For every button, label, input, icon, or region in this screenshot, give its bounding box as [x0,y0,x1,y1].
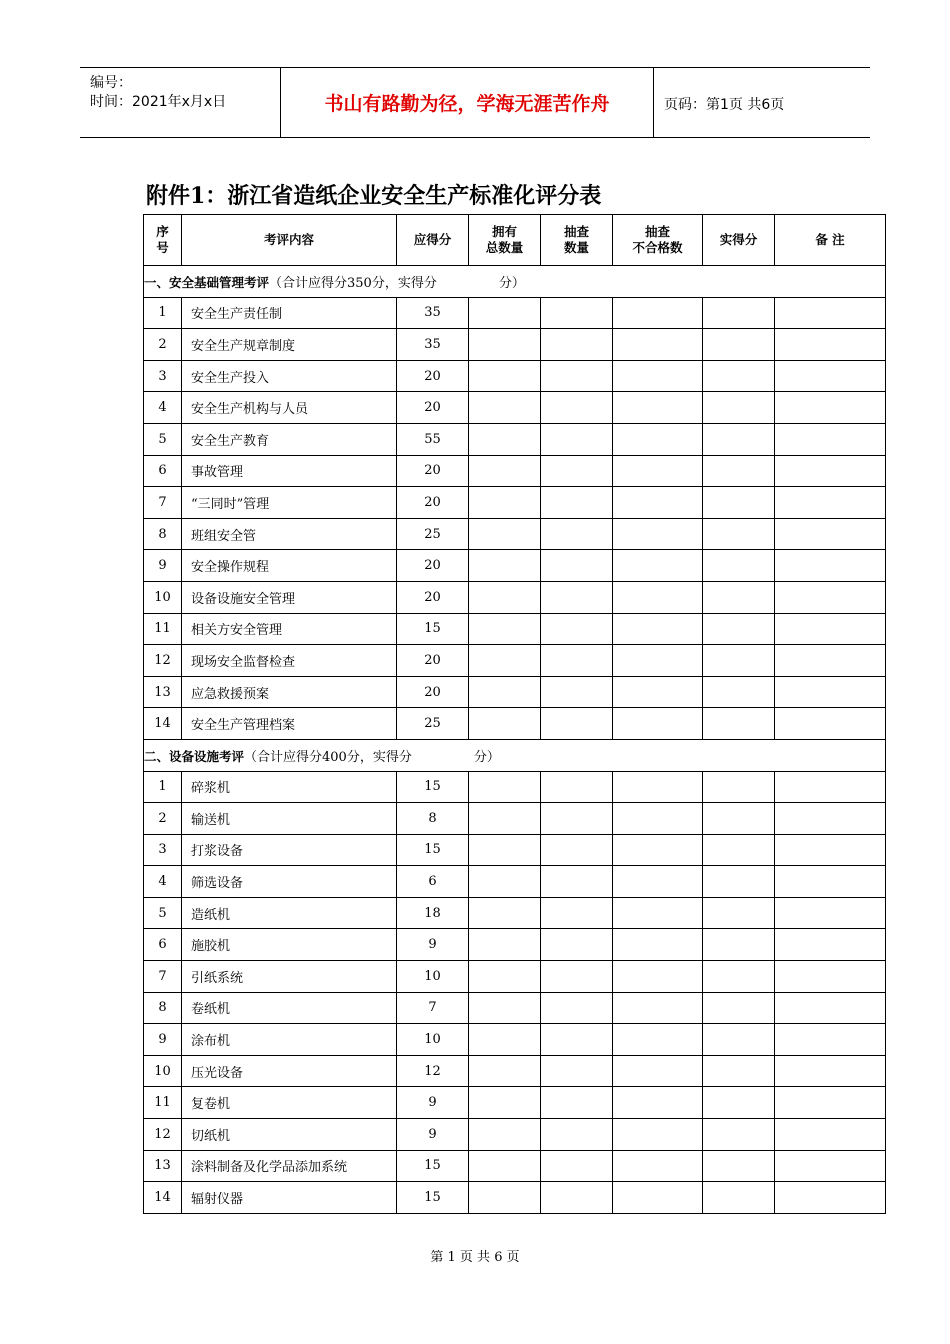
row-item: 班组安全管 [182,518,397,550]
row-item: 安全生产管理档案 [182,708,397,740]
row-fail-count[interactable] [613,897,703,929]
row-sample-count[interactable] [541,581,613,613]
row-number: 1 [144,771,182,803]
column-header: 应得分 [397,215,469,266]
row-fail-count[interactable] [613,392,703,424]
row-actual-score[interactable] [703,392,775,424]
row-number: 5 [144,897,182,929]
table-row [144,1182,886,1214]
section-title-note: （合计应得分400分，实得分 分） [244,749,500,765]
row-remark[interactable] [775,581,886,613]
row-sample-count[interactable] [541,360,613,392]
row-actual-score[interactable] [703,329,775,361]
row-number: 11 [144,1087,182,1119]
row-remark[interactable] [775,297,886,329]
row-remark[interactable] [775,329,886,361]
row-score: 15 [397,834,469,866]
column-header: 序 号 [144,215,182,266]
row-sample-count[interactable] [541,866,613,898]
row-actual-score[interactable] [703,1182,775,1214]
row-total-count[interactable] [469,613,541,645]
row-number: 6 [144,455,182,487]
row-fail-count[interactable] [613,518,703,550]
row-number: 12 [144,1119,182,1151]
row-item: 卷纸机 [182,992,397,1024]
row-number: 13 [144,676,182,708]
row-fail-count[interactable] [613,771,703,803]
row-score: 25 [397,518,469,550]
row-item: 造纸机 [182,897,397,929]
row-actual-score[interactable] [703,961,775,993]
row-fail-count[interactable] [613,1182,703,1214]
row-actual-score[interactable] [703,771,775,803]
row-item: 安全生产责任制 [182,297,397,329]
row-number: 7 [144,961,182,993]
row-sample-count[interactable] [541,803,613,835]
row-actual-score[interactable] [703,1055,775,1087]
row-number: 7 [144,487,182,519]
row-total-count[interactable] [469,645,541,677]
row-item: 涂料制备及化学品添加系统 [182,1150,397,1182]
row-remark[interactable] [775,803,886,835]
row-item: 引纸系统 [182,961,397,993]
row-total-count[interactable] [469,708,541,740]
row-actual-score[interactable] [703,423,775,455]
column-header: 拥有 总数量 [469,215,541,266]
row-number: 2 [144,803,182,835]
row-remark[interactable] [775,613,886,645]
row-actual-score[interactable] [703,518,775,550]
row-fail-count[interactable] [613,708,703,740]
row-remark[interactable] [775,487,886,519]
row-number: 13 [144,1150,182,1182]
table-row [144,518,886,550]
row-total-count[interactable] [469,487,541,519]
table-row [144,803,886,835]
row-actual-score[interactable] [703,360,775,392]
document-title: 附件1：浙江省造纸企业安全生产标准化评分表 [146,183,602,209]
row-actual-score[interactable] [703,1150,775,1182]
row-actual-score[interactable] [703,455,775,487]
row-actual-score[interactable] [703,929,775,961]
table-row [144,834,886,866]
row-actual-score[interactable] [703,676,775,708]
row-total-count[interactable] [469,1087,541,1119]
row-score: 20 [397,550,469,582]
row-remark[interactable] [775,1024,886,1056]
row-item: 切纸机 [182,1119,397,1151]
section-title-bold: 一、安全基础管理考评 [144,274,270,290]
row-total-count[interactable] [469,360,541,392]
row-item: 输送机 [182,803,397,835]
table-row [144,645,886,677]
row-total-count[interactable] [469,803,541,835]
table-row [144,961,886,993]
row-total-count[interactable] [469,455,541,487]
table-row [144,360,886,392]
row-score: 25 [397,708,469,740]
row-total-count[interactable] [469,1182,541,1214]
row-remark[interactable] [775,866,886,898]
table-row [144,613,886,645]
row-remark[interactable] [775,645,886,677]
table-row [144,455,886,487]
section-title-bold: 二、设备设施考评 [144,748,245,764]
row-score: 15 [397,613,469,645]
page-code: 页码：第1页 共6页 [664,97,785,113]
row-fail-count[interactable] [613,550,703,582]
page-footer: 第 1 页 共 6 页 [430,1250,520,1265]
row-fail-count[interactable] [613,581,703,613]
column-header: 抽查 数量 [541,215,613,266]
row-remark[interactable] [775,1150,886,1182]
row-score: 10 [397,1024,469,1056]
row-item: 安全生产教育 [182,423,397,455]
row-number: 1 [144,297,182,329]
row-score: 15 [397,1150,469,1182]
row-score: 20 [397,392,469,424]
row-total-count[interactable] [469,550,541,582]
column-header: 备 注 [775,215,886,266]
row-actual-score[interactable] [703,1119,775,1151]
row-remark[interactable] [775,1119,886,1151]
row-item: 设备设施安全管理 [182,581,397,613]
row-remark[interactable] [775,992,886,1024]
row-item: 安全操作规程 [182,550,397,582]
table-row [144,487,886,519]
row-actual-score[interactable] [703,1087,775,1119]
table-row [144,866,886,898]
row-sample-count[interactable] [541,1024,613,1056]
row-fail-count[interactable] [613,929,703,961]
row-item: “三同时”管理 [182,487,397,519]
row-fail-count[interactable] [613,455,703,487]
row-item: 相关方安全管理 [182,613,397,645]
row-fail-count[interactable] [613,961,703,993]
row-sample-count[interactable] [541,392,613,424]
row-number: 5 [144,423,182,455]
table-row [144,1024,886,1056]
row-total-count[interactable] [469,834,541,866]
column-header: 抽查 不合格数 [613,215,703,266]
row-total-count[interactable] [469,771,541,803]
row-sample-count[interactable] [541,1182,613,1214]
row-fail-count[interactable] [613,613,703,645]
row-sample-count[interactable] [541,645,613,677]
row-fail-count[interactable] [613,1087,703,1119]
row-sample-count[interactable] [541,834,613,866]
table-row [144,1119,886,1151]
row-total-count[interactable] [469,1024,541,1056]
row-remark[interactable] [775,550,886,582]
table-row [144,929,886,961]
row-score: 15 [397,771,469,803]
row-score: 7 [397,992,469,1024]
row-score: 20 [397,455,469,487]
row-item: 涂布机 [182,1024,397,1056]
row-score: 6 [397,866,469,898]
row-sample-count[interactable] [541,550,613,582]
row-item: 应急救援预案 [182,676,397,708]
row-number: 3 [144,834,182,866]
row-total-count[interactable] [469,1150,541,1182]
row-sample-count[interactable] [541,676,613,708]
row-score: 20 [397,487,469,519]
table-row [144,992,886,1024]
row-number: 10 [144,1055,182,1087]
table-row [144,1150,886,1182]
column-header: 实得分 [703,215,775,266]
row-fail-count[interactable] [613,866,703,898]
table-row [144,897,886,929]
row-item: 现场安全监督检查 [182,645,397,677]
section-row [144,739,886,771]
row-score: 12 [397,1055,469,1087]
row-score: 18 [397,897,469,929]
row-item: 安全生产投入 [182,360,397,392]
row-total-count[interactable] [469,329,541,361]
row-sample-count[interactable] [541,329,613,361]
row-actual-score[interactable] [703,992,775,1024]
row-number: 9 [144,1024,182,1056]
table-header-row [144,215,886,266]
row-score: 20 [397,581,469,613]
row-sample-count[interactable] [541,455,613,487]
row-total-count[interactable] [469,518,541,550]
row-item: 碎浆机 [182,771,397,803]
row-number: 6 [144,929,182,961]
row-number: 14 [144,1182,182,1214]
row-total-count[interactable] [469,992,541,1024]
row-sample-count[interactable] [541,1055,613,1087]
row-fail-count[interactable] [613,1055,703,1087]
row-item: 施胶机 [182,929,397,961]
row-actual-score[interactable] [703,834,775,866]
row-fail-count[interactable] [613,676,703,708]
row-number: 12 [144,645,182,677]
row-total-count[interactable] [469,866,541,898]
table-row [144,1055,886,1087]
row-fail-count[interactable] [613,803,703,835]
row-sample-count[interactable] [541,423,613,455]
row-actual-score[interactable] [703,550,775,582]
row-total-count[interactable] [469,423,541,455]
row-sample-count[interactable] [541,1119,613,1151]
row-fail-count[interactable] [613,645,703,677]
row-number: 10 [144,581,182,613]
row-sample-count[interactable] [541,961,613,993]
row-fail-count[interactable] [613,1150,703,1182]
row-actual-score[interactable] [703,645,775,677]
row-fail-count[interactable] [613,1024,703,1056]
header-motto: 书山有路勤为径，学海无涯苦作舟 [281,68,654,137]
row-total-count[interactable] [469,1119,541,1151]
row-score: 9 [397,1119,469,1151]
row-sample-count[interactable] [541,518,613,550]
row-item: 压光设备 [182,1055,397,1087]
row-sample-count[interactable] [541,613,613,645]
table-row [144,297,886,329]
row-actual-score[interactable] [703,487,775,519]
header-left [80,68,281,137]
row-remark[interactable] [775,897,886,929]
table-row [144,550,886,582]
row-score: 55 [397,423,469,455]
row-total-count[interactable] [469,392,541,424]
row-score: 20 [397,360,469,392]
section-title [144,739,886,771]
row-sample-count[interactable] [541,487,613,519]
row-score: 35 [397,329,469,361]
row-sample-count[interactable] [541,897,613,929]
row-score: 9 [397,1087,469,1119]
row-total-count[interactable] [469,676,541,708]
serial-label: 编号： [90,75,132,91]
row-remark[interactable] [775,929,886,961]
row-actual-score[interactable] [703,897,775,929]
time-label: 时间：2021年x月x日 [90,94,227,110]
row-number: 14 [144,708,182,740]
row-item: 复卷机 [182,1087,397,1119]
row-remark[interactable] [775,1087,886,1119]
row-remark[interactable] [775,1182,886,1214]
table-row [144,392,886,424]
row-actual-score[interactable] [703,866,775,898]
row-remark[interactable] [775,423,886,455]
row-fail-count[interactable] [613,297,703,329]
row-remark[interactable] [775,676,886,708]
row-total-count[interactable] [469,297,541,329]
section-title [144,266,886,298]
row-remark[interactable] [775,1055,886,1087]
row-fail-count[interactable] [613,1119,703,1151]
row-number: 9 [144,550,182,582]
row-number: 8 [144,992,182,1024]
row-number: 4 [144,866,182,898]
row-sample-count[interactable] [541,1087,613,1119]
row-fail-count[interactable] [613,834,703,866]
row-fail-count[interactable] [613,992,703,1024]
row-number: 2 [144,329,182,361]
row-number: 3 [144,360,182,392]
row-item: 事故管理 [182,455,397,487]
row-item: 打浆设备 [182,834,397,866]
table-row [144,771,886,803]
row-actual-score[interactable] [703,581,775,613]
row-item: 筛选设备 [182,866,397,898]
row-actual-score[interactable] [703,1024,775,1056]
row-sample-count[interactable] [541,708,613,740]
row-item: 安全生产机构与人员 [182,392,397,424]
table-row [144,676,886,708]
table-row [144,708,886,740]
row-fail-count[interactable] [613,423,703,455]
row-sample-count[interactable] [541,297,613,329]
row-number: 8 [144,518,182,550]
row-sample-count[interactable] [541,1150,613,1182]
row-sample-count[interactable] [541,929,613,961]
row-score: 8 [397,803,469,835]
row-actual-score[interactable] [703,803,775,835]
row-score: 35 [397,297,469,329]
row-remark[interactable] [775,455,886,487]
row-score: 10 [397,961,469,993]
row-number: 4 [144,392,182,424]
row-score: 15 [397,1182,469,1214]
row-actual-score[interactable] [703,613,775,645]
row-score: 20 [397,676,469,708]
table-row [144,581,886,613]
row-fail-count[interactable] [613,487,703,519]
table-row [144,1087,886,1119]
section-row [144,266,886,298]
row-total-count[interactable] [469,961,541,993]
row-number: 11 [144,613,182,645]
page-header [80,67,870,138]
score-table [143,214,886,1214]
row-fail-count[interactable] [613,329,703,361]
row-sample-count[interactable] [541,992,613,1024]
row-sample-count[interactable] [541,771,613,803]
column-header: 考评内容 [182,215,397,266]
row-remark[interactable] [775,961,886,993]
table-body [144,266,886,1214]
row-actual-score[interactable] [703,708,775,740]
section-title-note: （合计应得分350分，实得分 分） [269,275,525,291]
row-score: 9 [397,929,469,961]
row-total-count[interactable] [469,1055,541,1087]
row-actual-score[interactable] [703,297,775,329]
row-remark[interactable] [775,392,886,424]
table-row [144,329,886,361]
row-item: 辐射仪器 [182,1182,397,1214]
row-remark[interactable] [775,518,886,550]
row-item: 安全生产规章制度 [182,329,397,361]
row-remark[interactable] [775,360,886,392]
row-total-count[interactable] [469,581,541,613]
row-fail-count[interactable] [613,360,703,392]
row-total-count[interactable] [469,929,541,961]
row-total-count[interactable] [469,897,541,929]
row-remark[interactable] [775,708,886,740]
row-score: 20 [397,645,469,677]
row-remark[interactable] [775,834,886,866]
table-row [144,423,886,455]
row-remark[interactable] [775,771,886,803]
